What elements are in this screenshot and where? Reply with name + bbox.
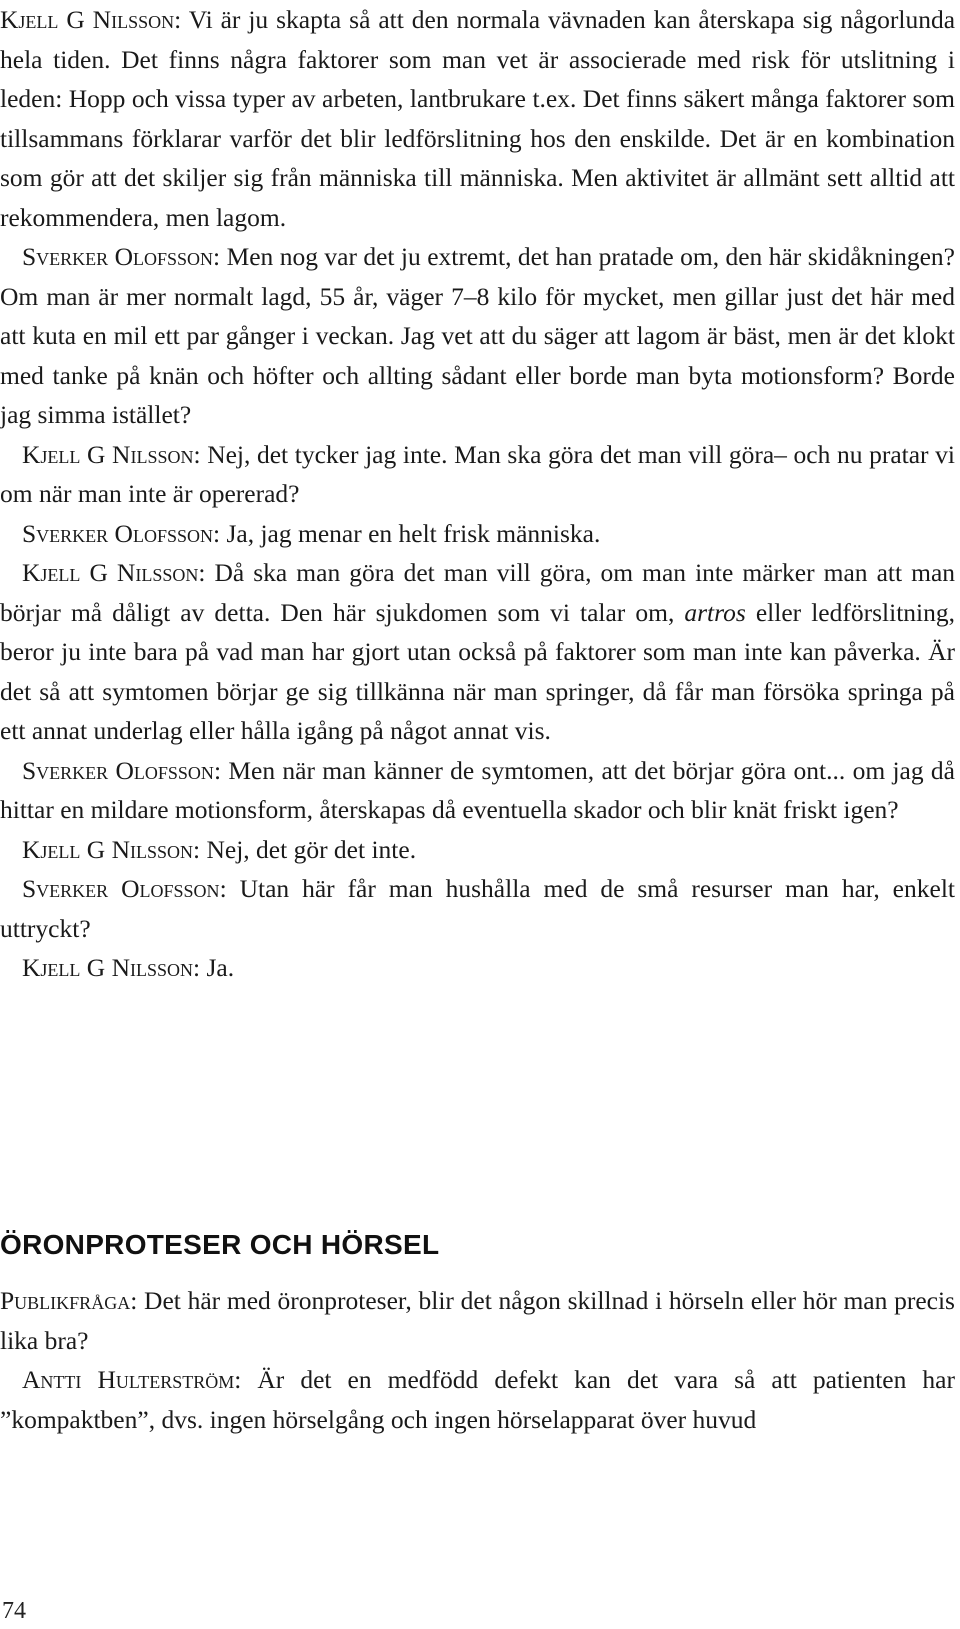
transcript-paragraph (0, 553, 955, 751)
transcript-paragraph (0, 1360, 955, 1439)
paragraph-text: Vi är ju skapta så att den normala vävnaden kan återskapa sig någorlunda hela tiden. Det finns några faktorer som man vet är associerade med risk för utslitning i leden: Hopp och vissa typer av arbeten, lantbrukare t.ex. Det finns säkert många faktorer som tillsammans förklarar varför det blir ledförslitning hos den enskilde. Det är en kombination som gör att det skiljer sig från människa till människa. Men aktivitet är allmänt sett alltid att rekommendera, men lagom. (0, 5, 956, 232)
speaker-separator: : (213, 242, 227, 271)
paragraph-text: Det här med öronproteser, blir det någon skillnad i hörseln eller hör man precis lika bra? (0, 1286, 955, 1355)
speaker-separator: : (193, 834, 207, 864)
paragraph-text: Ja, jag menar en helt frisk människa. (226, 518, 601, 548)
speaker-separator: : (174, 5, 189, 34)
speaker-name: Kjell G Nilsson (22, 439, 194, 469)
speaker-name: Antti Hulterström (22, 1365, 235, 1394)
speaker-name: Sverker Olofsson (22, 874, 220, 903)
speaker-separator: : (193, 953, 207, 982)
transcript-paragraph (0, 948, 955, 988)
paragraph-text: Men nog var det ju extremt, det han pratade om, den här skidåkningen? Om man är mer normalt lagd, 55 år, väger 7–8 kilo för mycket, men gillar just det här med att kuta en mil ett par gånger i veckan. Jag vet att du säger att lagom är bäst, men är det klokt med tanke på knän och höfter och allting sådant eller borde man byta motionsform? Borde jag simma istället? (0, 242, 956, 429)
transcript-section (0, 1281, 955, 1439)
paragraph-text: Utan här får man hushålla med de små resurser man har, enkelt uttryckt? (0, 874, 955, 943)
speaker-name: Kjell G Nilsson (22, 834, 193, 864)
paragraph-text: Då ska man göra det man vill göra, om man inte märker man att man börjar må dåligt av detta. Den här sjukdomen som vi talar om, (0, 558, 956, 627)
paragraph-text: Men när man känner de symtomen, att det börjar göra ont... om jag då hittar en mildare motionsform, återskapas då eventuella skador och blir knät friskt igen? (0, 755, 956, 824)
speaker-name: Kjell G Nilsson (22, 953, 193, 982)
transcript-paragraph (0, 1281, 955, 1360)
transcript-paragraph (0, 830, 955, 870)
paragraph-text: Nej, det tycker jag inte. Man ska göra det man vill göra– och nu pratar vi om när man inte är opererad? (0, 439, 955, 508)
paragraph-text: Nej, det gör det inte. (206, 834, 417, 864)
paragraph-text: eller ledförslitning, beror ju inte bara på vad man har gjort utan också på faktorer som man inte kan påverka. Är det så att symtomen börjar ge sig tillkänna när man springer, då får man försöka springa på ett annat underlag eller hålla igång på något annat vis. (0, 597, 955, 745)
speaker-separator: : (193, 439, 208, 469)
speaker-name: Publikfråga (0, 1286, 131, 1315)
transcript-paragraph (0, 0, 955, 237)
speaker-name: Kjell G Nilsson (22, 558, 199, 587)
speaker-separator: : (219, 874, 240, 903)
paragraph-text: Ja. (206, 953, 235, 982)
transcript-paragraph (0, 435, 955, 514)
speaker-name: Sverker Olofsson (22, 518, 213, 548)
speaker-separator: : (198, 558, 215, 587)
speaker-separator: : (234, 1365, 258, 1394)
speaker-separator: : (130, 1286, 145, 1315)
transcript-paragraph (0, 869, 955, 948)
speaker-name: Sverker Olofsson (22, 242, 214, 271)
speaker-separator: : (213, 755, 229, 785)
transcript-paragraph (0, 751, 955, 830)
paragraph-text: Är det en medfödd defekt kan det vara så att patienten har ”kompaktben”, dvs. ingen hörselgång och ingen hörselapparat över huvud (0, 1365, 955, 1434)
speaker-name: Kjell G Nilsson (0, 5, 175, 34)
speaker-separator: : (213, 518, 227, 548)
page-number: 74 (2, 1598, 26, 1624)
emphasized-term: artros (684, 597, 746, 627)
section-heading: ÖRONPROTESER OCH HÖRSEL (0, 1229, 440, 1260)
transcript-paragraph (0, 514, 955, 554)
speaker-name: Sverker Olofsson (22, 755, 214, 785)
transcript-paragraph (0, 237, 955, 435)
